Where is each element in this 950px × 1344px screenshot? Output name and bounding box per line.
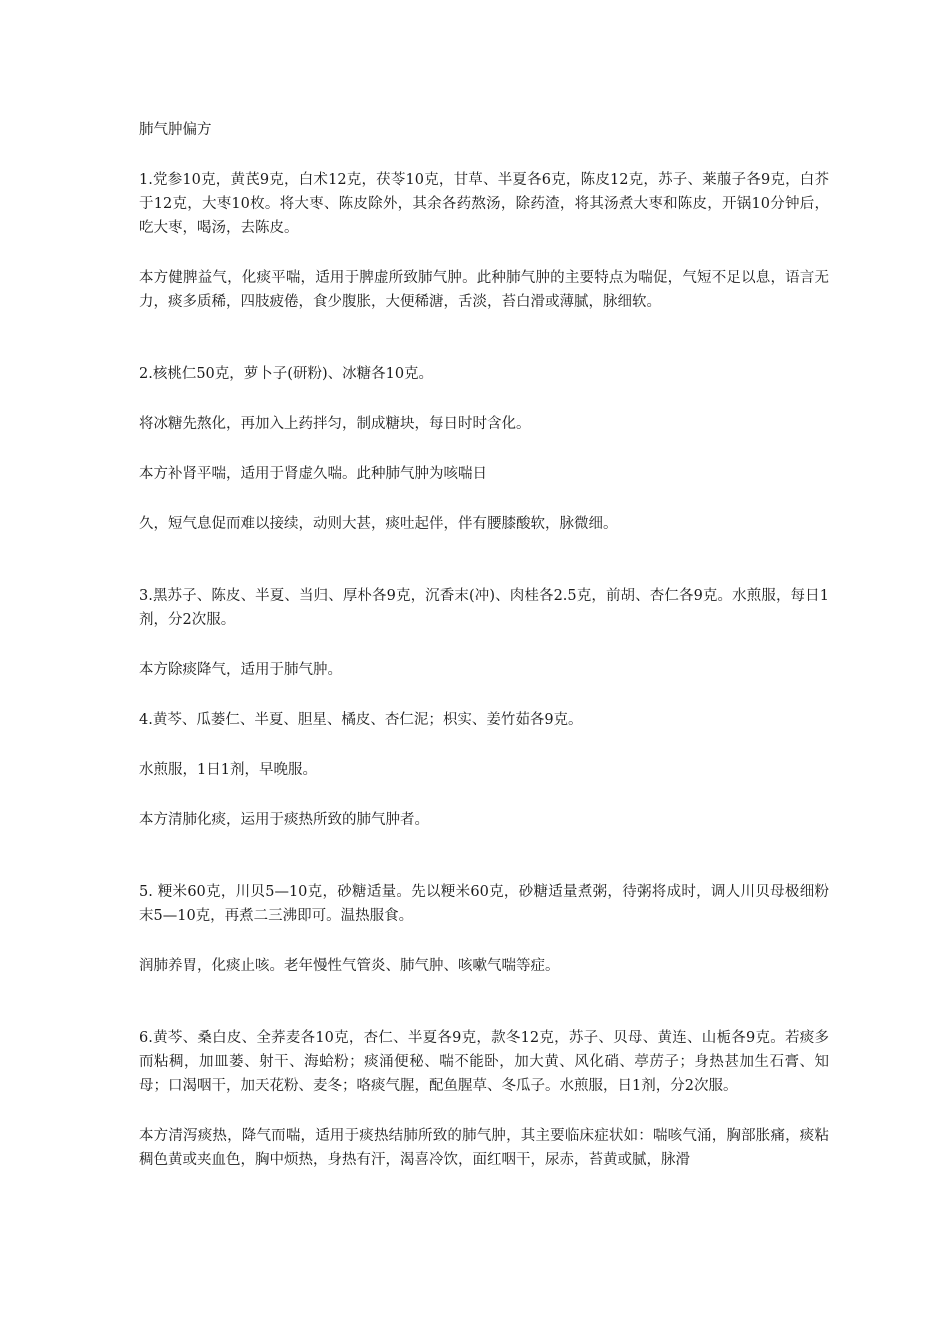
document-title: 肺气肿偏方 [139, 122, 212, 138]
paragraph-4-method: 水煎服，1日1剂，早晚服。 [139, 762, 317, 778]
paragraph-3-recipe: 3.黑苏子、陈皮、半夏、当归、厚朴各9克，沉香末(冲)、肉桂各2.5克，前胡、杏仁各9克。水煎服，每日1剂，分2次服。 [139, 588, 829, 628]
document-page [139, 118, 829, 1198]
paragraph-2-effect: 本方补肾平喘，适用于肾虚久喘。此种肺气肿为咳喘日 [139, 466, 487, 482]
paragraph-5-effect: 润肺养胃，化痰止咳。老年慢性气管炎、肺气肿、咳嗽气喘等症。 [139, 958, 560, 974]
paragraph-6-effect: 本方清泻痰热，降气而喘，适用于痰热结肺所致的肺气肿，其主要临床症状如：喘咳气涌，胸部胀痛，痰粘稠色黄或夹血色，胸中烦热，身热有汗，渴喜冷饮，面红咽干，尿赤，苔黄或腻，脉滑 [139, 1128, 829, 1168]
paragraph-3-effect: 本方除痰降气，适用于肺气肿。 [139, 662, 342, 678]
paragraph-1-recipe: 1.党参10克，黄芪9克，白术12克，茯苓10克，甘草、半夏各6克，陈皮12克，苏子、莱菔子各9克，白芥于12克，大枣10枚。将大枣、陈皮除外，其余各药熬汤，除药渣，将其汤煮大枣和陈皮，开锅10分钟后，吃大枣，喝汤，去陈皮。 [139, 172, 829, 236]
paragraph-2-symptoms: 久，短气息促而难以接续，动则大甚，痰吐起伴，伴有腰膝酸软，脉微细。 [139, 516, 618, 532]
paragraph-4-recipe: 4.黄芩、瓜蒌仁、半夏、胆星、橘皮、杏仁泥；枳实、姜竹茹各9克。 [139, 712, 583, 728]
paragraph-2-method: 将冰糖先熬化，再加入上药拌匀，制成糖块，每日时时含化。 [139, 416, 531, 432]
paragraph-5-recipe: 5. 粳米60克，川贝5—10克，砂糖适量。先以粳米60克，砂糖适量煮粥，待粥将成时，调人川贝母极细粉末5—10克，再煮二三沸即可。温热服食。 [139, 884, 829, 924]
paragraph-6-recipe: 6.黄芩、桑白皮、全荞麦各10克，杏仁、半夏各9克，款冬12克，苏子、贝母、黄连、山栀各9克。若痰多而粘稠，加皿蒌、射干、海蛤粉；痰涌便秘、喘不能卧，加大黄、风化硝、葶苈子；身热甚加生石膏、知母；口渴咽干，加天花粉、麦冬；咯痰气腥，配鱼腥草、冬瓜子。水煎服，日1剂，分2次服。 [139, 1030, 829, 1094]
paragraph-4-effect: 本方清肺化痰，运用于痰热所致的肺气肿者。 [139, 812, 429, 828]
paragraph-2-recipe: 2.核桃仁50克，萝卜子(研粉)、冰糖各10克。 [139, 366, 434, 382]
paragraph-1-effect: 本方健脾益气，化痰平喘，适用于脾虚所致肺气肿。此种肺气肿的主要特点为喘促，气短不足以息，语言无力，痰多质稀，四肢疲倦，食少腹胀，大便稀溏，舌淡，苔白滑或薄腻，脉细软。 [139, 270, 829, 310]
